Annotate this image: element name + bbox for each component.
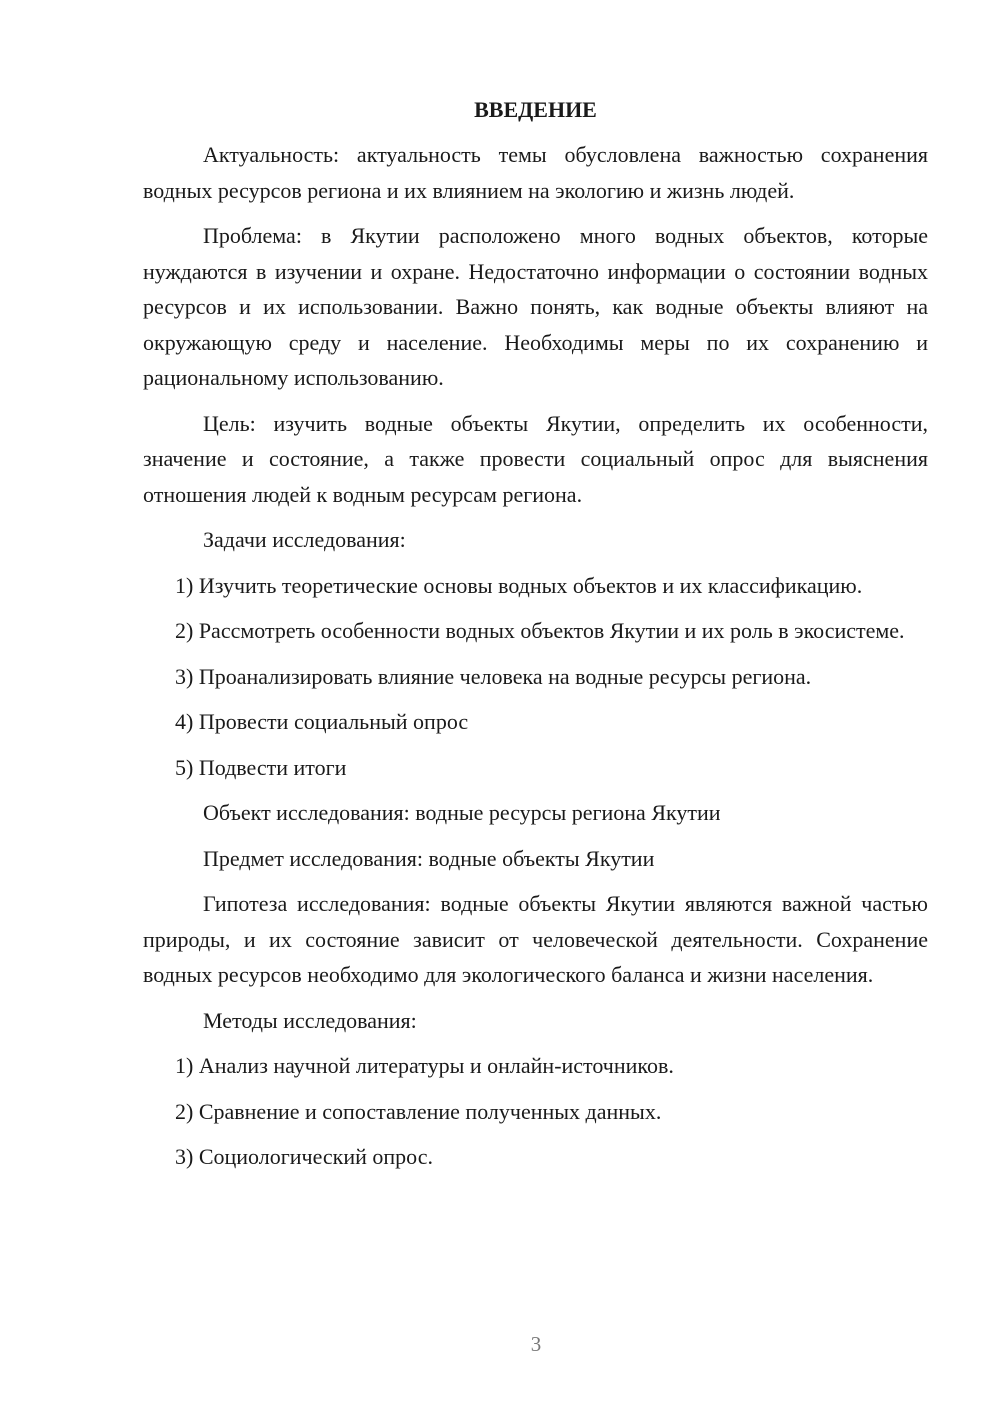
- method-item-3: 3) Социологический опрос.: [175, 1144, 433, 1169]
- task-item-1: 1) Изучить теоретические основы водных объектов и их классификацию.: [175, 572, 863, 598]
- task-item-3: 3) Проанализировать влияние человека на водные ресурсы региона.: [175, 663, 812, 689]
- problem-paragraph: Проблема: в Якутии расположено много водных объектов, которые нуждаются в изучении и охране. Недостаточно информации о состоянии водных ресурсов и их использовании. Важно понять, как водные объекты влияют на окружающую среду и население. Необходимы меры по их сохранению и рациональному использованию.: [143, 223, 928, 390]
- task-item-4: 4) Провести социальный опрос: [175, 709, 469, 734]
- task-item-2: 2) Рассмотреть особенности водных объектов Якутии и их роль в экосистеме.: [175, 618, 905, 643]
- subject-paragraph: Предмет исследования: водные объекты Якутии: [203, 845, 655, 871]
- method-item-2: 2) Сравнение и сопоставление полученных данных.: [175, 1098, 662, 1124]
- goal-paragraph: Цель: изучить водные объекты Якутии, определить их особенности, значение и состояние, а также провести социальный опрос для выяснения отношения людей к водным ресурсам региона.: [143, 410, 928, 507]
- task-item-5: 5) Подвести итоги: [175, 754, 347, 780]
- object-paragraph: Объект исследования: водные ресурсы региона Якутии: [203, 800, 721, 825]
- relevance-paragraph: Актуальность: актуальность темы обусловлена важностью сохранения водных ресурсов региона и их влиянием на экологию и жизнь людей.: [143, 142, 928, 203]
- method-item-1: 1) Анализ научной литературы и онлайн-источников.: [175, 1053, 674, 1078]
- page-number: 3: [530, 1332, 542, 1356]
- document-page: [143, 92, 928, 1185]
- hypothesis-paragraph: Гипотеза исследования: водные объекты Якутии являются важной частью природы, и их состояние зависит от человеческой деятельности. Сохранение водных ресурсов необходимо для экологического баланса и жизни населения.: [143, 891, 928, 987]
- methods-heading: Методы исследования:: [203, 1007, 417, 1033]
- page-title: ВВЕДЕНИЕ: [474, 97, 597, 122]
- tasks-heading: Задачи исследования:: [203, 527, 406, 552]
